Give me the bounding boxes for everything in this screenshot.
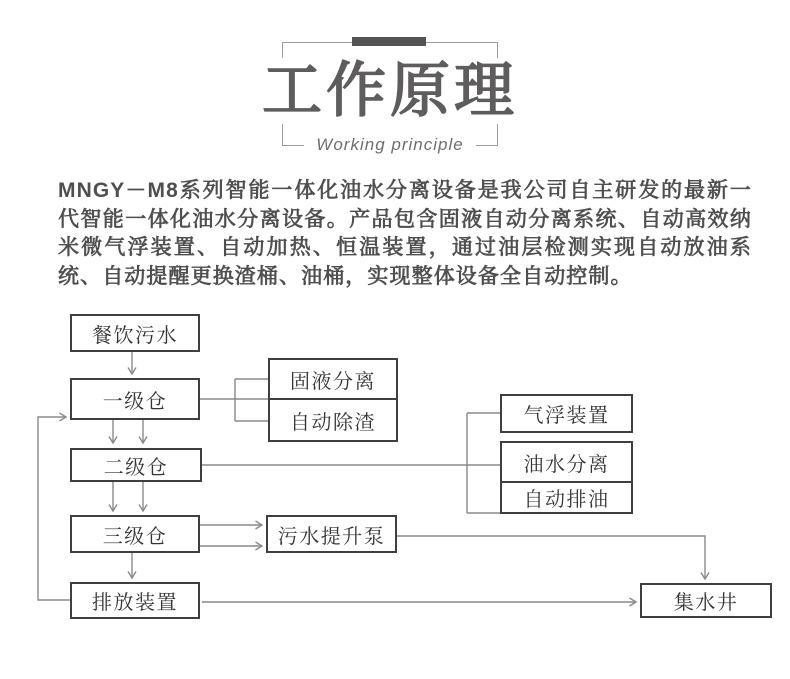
page-subtitle: Working principle [245,134,535,156]
node-sewage-lift-pump: 污水提升泵 [266,515,397,553]
intro-paragraph: MNGY－M8系列智能一体化油水分离设备是我公司自主研发的最新一代智能一体化油水分离设备。产品包含固液自动分离系统、自动高效纳米微气浮装置、自动加热、恒温装置，通过油层检测实现自动放油系统、自动提醒更换渣桶、油桶，实现整体设备全自动控制。 [58,179,752,288]
node-level1-chamber: 一级仓 [70,378,200,420]
arrow-discharge-feedback-to-stage1 [38,417,70,600]
node-level2-chamber: 二级仓 [70,448,202,482]
node-oil-water-separation: 油水分离 [500,441,633,483]
arrow-pump-to-well [397,536,705,579]
node-level3-chamber: 三级仓 [70,515,200,553]
node-catering-sewage: 餐饮污水 [70,314,200,352]
node-solid-liquid-separation: 固液分离 [268,358,398,400]
page-title: 工作原理 [262,57,518,124]
node-auto-deslagging: 自动除渣 [268,398,398,442]
node-collecting-well: 集水井 [640,583,772,618]
node-auto-oil-discharge: 自动排油 [500,481,633,514]
node-air-flotation-device: 气浮装置 [500,394,633,433]
node-discharge-device: 排放装置 [70,582,200,619]
